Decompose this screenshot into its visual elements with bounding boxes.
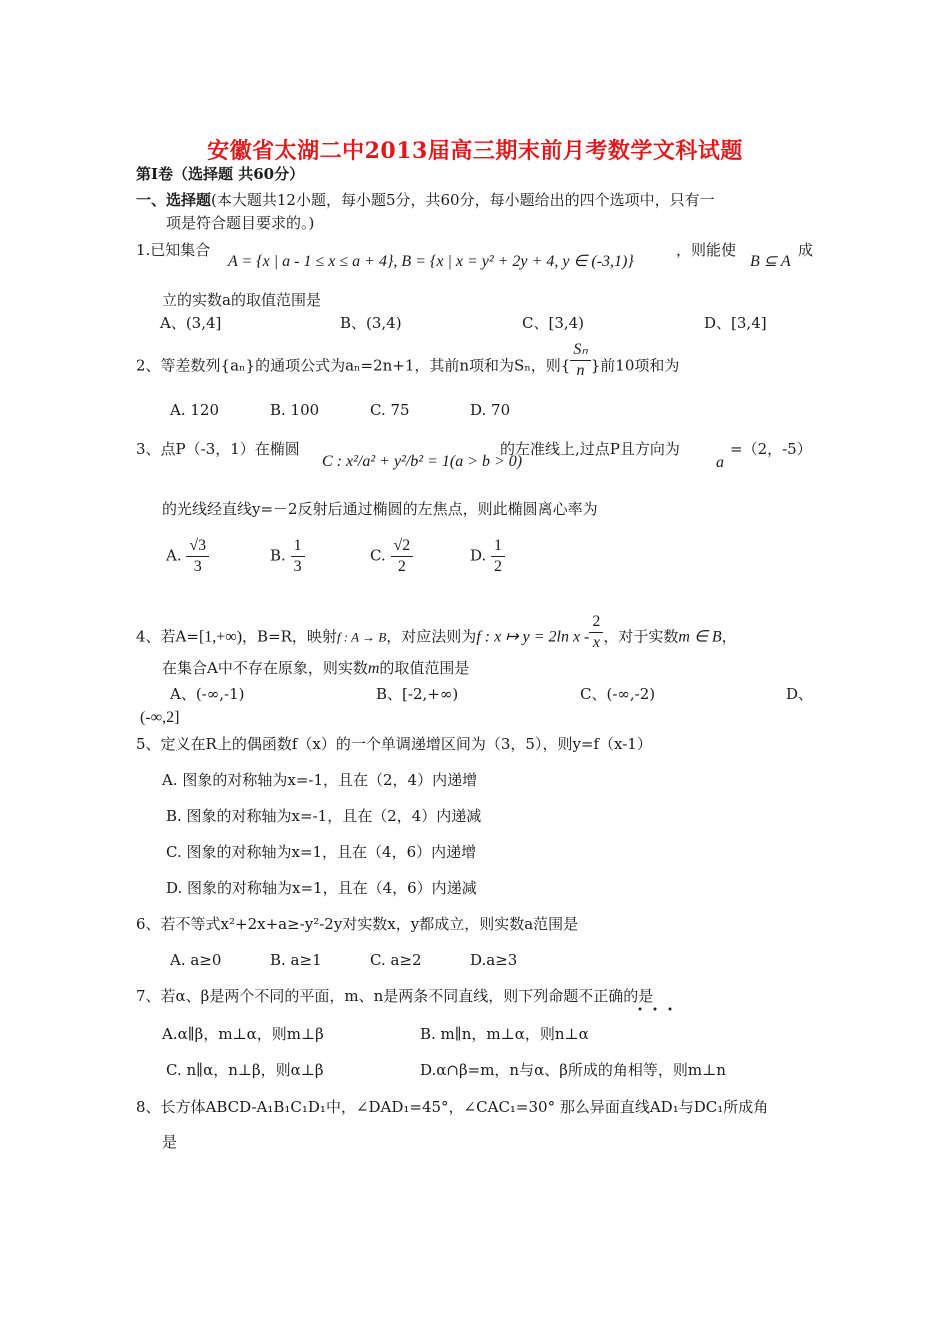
- q3-option-c-label: C.: [370, 546, 386, 565]
- q1-cond: B ⊆ A: [750, 253, 791, 270]
- q4-stem-d: ，对于实数: [603, 627, 679, 646]
- q4-stem-c: ，对应法则为: [386, 627, 477, 646]
- q2-stem-b: }前10项和为: [590, 356, 680, 375]
- q3-stem-a: 3、点P（-3，1）在椭圆: [136, 440, 300, 458]
- q1-option-b: B、(3,4): [340, 314, 402, 332]
- q7-stem: 7、若α、β是两个不同的平面，m、n是两条不同直线，则下列命题不正确的是: [136, 987, 654, 1005]
- q4-rule-den: x: [592, 634, 600, 651]
- section-note-2: 项是符合题目要求的。): [166, 214, 315, 232]
- q2-stem-a: 2、等差数列{aₙ}的通项公式为aₙ=2n+1，其前n项和为Sₙ，则{: [136, 356, 571, 375]
- q3-option-a-label: A.: [166, 546, 182, 565]
- q4-stem-f: 在集合A中不存在原象，则实数: [162, 659, 368, 677]
- q5-stem: 5、定义在R上的偶函数f（x）的一个单调递增区间为（3，5），则y=f（x-1）: [136, 735, 652, 753]
- q4-map: f : A → B: [336, 629, 387, 645]
- q1-option-c: C、[3,4): [522, 314, 585, 332]
- q3-option-a-frac: [186, 536, 209, 577]
- q4-rule: f : x ↦ y = 2ln x -: [476, 628, 590, 646]
- q4-rule-num: 2: [589, 612, 603, 633]
- q5-option-b: B. 图象的对称轴为x=-1，且在（2，4）内递减: [166, 807, 482, 825]
- q2-stem: [136, 341, 680, 381]
- q4-m: m: [367, 660, 380, 677]
- q5-option-a: A. 图象的对称轴为x=-1，且在（2，4）内递增: [162, 771, 478, 789]
- q3-stem-d: 的光线经直线y=－2反射后通过椭圆的左焦点，则此椭圆离心率为: [162, 500, 598, 518]
- section-title: 一、选择题: [136, 191, 212, 209]
- q3-stem-b: 的左准线上,过点P且方向为: [500, 440, 680, 458]
- q1-option-a: A、(3,4]: [160, 314, 222, 332]
- q4-stem-a: 4、若A=: [136, 627, 199, 646]
- q2-fraction: [570, 340, 590, 381]
- q2-frac-num: Sₙ: [570, 340, 590, 361]
- section-note-1: (本大题共12小题，每小题5分，共60分，每小题给出的四个选项中，只有一: [211, 191, 715, 209]
- q3-option-c-den: 2: [397, 558, 406, 575]
- q7-option-d: D.α∩β=m，n与α、β所成的角相等，则m⊥n: [420, 1061, 726, 1079]
- q4-option-d-value: (-∞,2]: [140, 709, 180, 726]
- q2-option-a: A. 120: [170, 401, 219, 419]
- q8-stem: 8、长方体ABCD-A₁B₁C₁D₁中，∠DAD₁=45°，∠CAC₁=30° 那么异面直线AD₁与DC₁所成角: [136, 1098, 769, 1116]
- q1-stem-a: 1.已知集合: [136, 241, 211, 259]
- q2-option-d: D. 70: [470, 401, 511, 419]
- q4-mb: m ∈ B: [678, 628, 722, 646]
- part-heading: 第Ⅰ卷（选择题 共60分）: [136, 165, 305, 183]
- q3-option-c: [370, 536, 413, 577]
- q3-option-d-num: 1: [491, 536, 505, 557]
- q3-option-d: [470, 536, 505, 577]
- q4-stem: [136, 613, 737, 653]
- q4-option-a: A、(-∞,-1): [170, 685, 245, 703]
- q4-stem-2: [162, 658, 469, 679]
- q2-option-b: B. 100: [270, 401, 320, 419]
- q2-option-c: C. 75: [370, 401, 410, 419]
- q6-option-a: A. a≥0: [170, 951, 222, 969]
- q2-frac-den: n: [576, 362, 585, 379]
- q3-option-c-frac: [391, 536, 414, 577]
- q6-stem: 6、若不等式x²+2x+a≥-y²-2y对实数x，y都成立，则实数a范围是: [136, 915, 579, 933]
- q1-stem-b: ，则能使: [676, 241, 737, 259]
- q3-formula: C : x²/a² + y²/b² = 1(a > b > 0): [322, 453, 523, 470]
- q1-stem-d: 立的实数a的取值范围是: [162, 291, 321, 309]
- q7-option-b: B. m∥n，m⊥α，则n⊥α: [420, 1025, 589, 1043]
- q3-option-d-label: D.: [470, 546, 487, 565]
- q1-stem: [136, 240, 210, 260]
- exam-title: 安徽省太湖二中2013届高三期末前月考数学文科试题: [207, 138, 743, 164]
- q4-option-b: B、[-2,+∞): [376, 685, 459, 703]
- q6-option-c: C. a≥2: [370, 951, 422, 969]
- q6-option-d: D.a≥3: [470, 951, 518, 969]
- q3-option-a: [166, 536, 209, 577]
- q4-stem-g: 的取值范围是: [379, 659, 470, 677]
- q4-stem-b: ，B=R，映射: [242, 627, 337, 646]
- q5-option-c: C. 图象的对称轴为x=1，且在（4，6）内递增: [166, 843, 477, 861]
- q3-option-c-num: √2: [391, 536, 414, 557]
- q4-option-c: C、(-∞,-2): [580, 685, 656, 703]
- q1-option-d: D、[3,4]: [704, 314, 767, 332]
- q7-option-c: C. n∥α，n⊥β，则α⊥β: [166, 1061, 324, 1079]
- q3-option-d-den: 2: [494, 558, 503, 575]
- emphasis-dots: [636, 1006, 686, 1012]
- q6-option-b: B. a≥1: [270, 951, 322, 969]
- q4-setA: [1,+∞): [198, 628, 243, 646]
- q3-option-b-frac: [291, 536, 305, 577]
- q7-option-a: A.α∥β，m⊥α，则m⊥β: [162, 1025, 324, 1043]
- q3-option-b-num: 1: [291, 536, 305, 557]
- q4-rule-frac: [589, 612, 603, 653]
- q3-option-a-den: 3: [193, 558, 202, 575]
- q3-option-b: [270, 536, 305, 577]
- section-heading: [136, 190, 715, 210]
- q3-stem-c: =（2，-5）: [730, 440, 812, 458]
- q3-option-d-frac: [491, 536, 505, 577]
- q3-vector: a: [716, 454, 724, 471]
- q4-stem-e: ，: [721, 627, 737, 646]
- q1-formula: A = {x | a - 1 ≤ x ≤ a + 4}, B = {x | x = y² + 2y + 4, y ∈ (-3,1)}: [228, 253, 634, 270]
- q4-option-d: D、: [786, 685, 814, 703]
- q5-option-d: D. 图象的对称轴为x=1，且在（4，6）内递减: [166, 879, 477, 897]
- q1-stem-c: 成: [798, 241, 814, 259]
- q8-stem-b: 是: [162, 1133, 178, 1151]
- q3-option-b-label: B.: [270, 546, 286, 565]
- q3-option-a-num: √3: [186, 536, 209, 557]
- q3-option-b-den: 3: [293, 558, 302, 575]
